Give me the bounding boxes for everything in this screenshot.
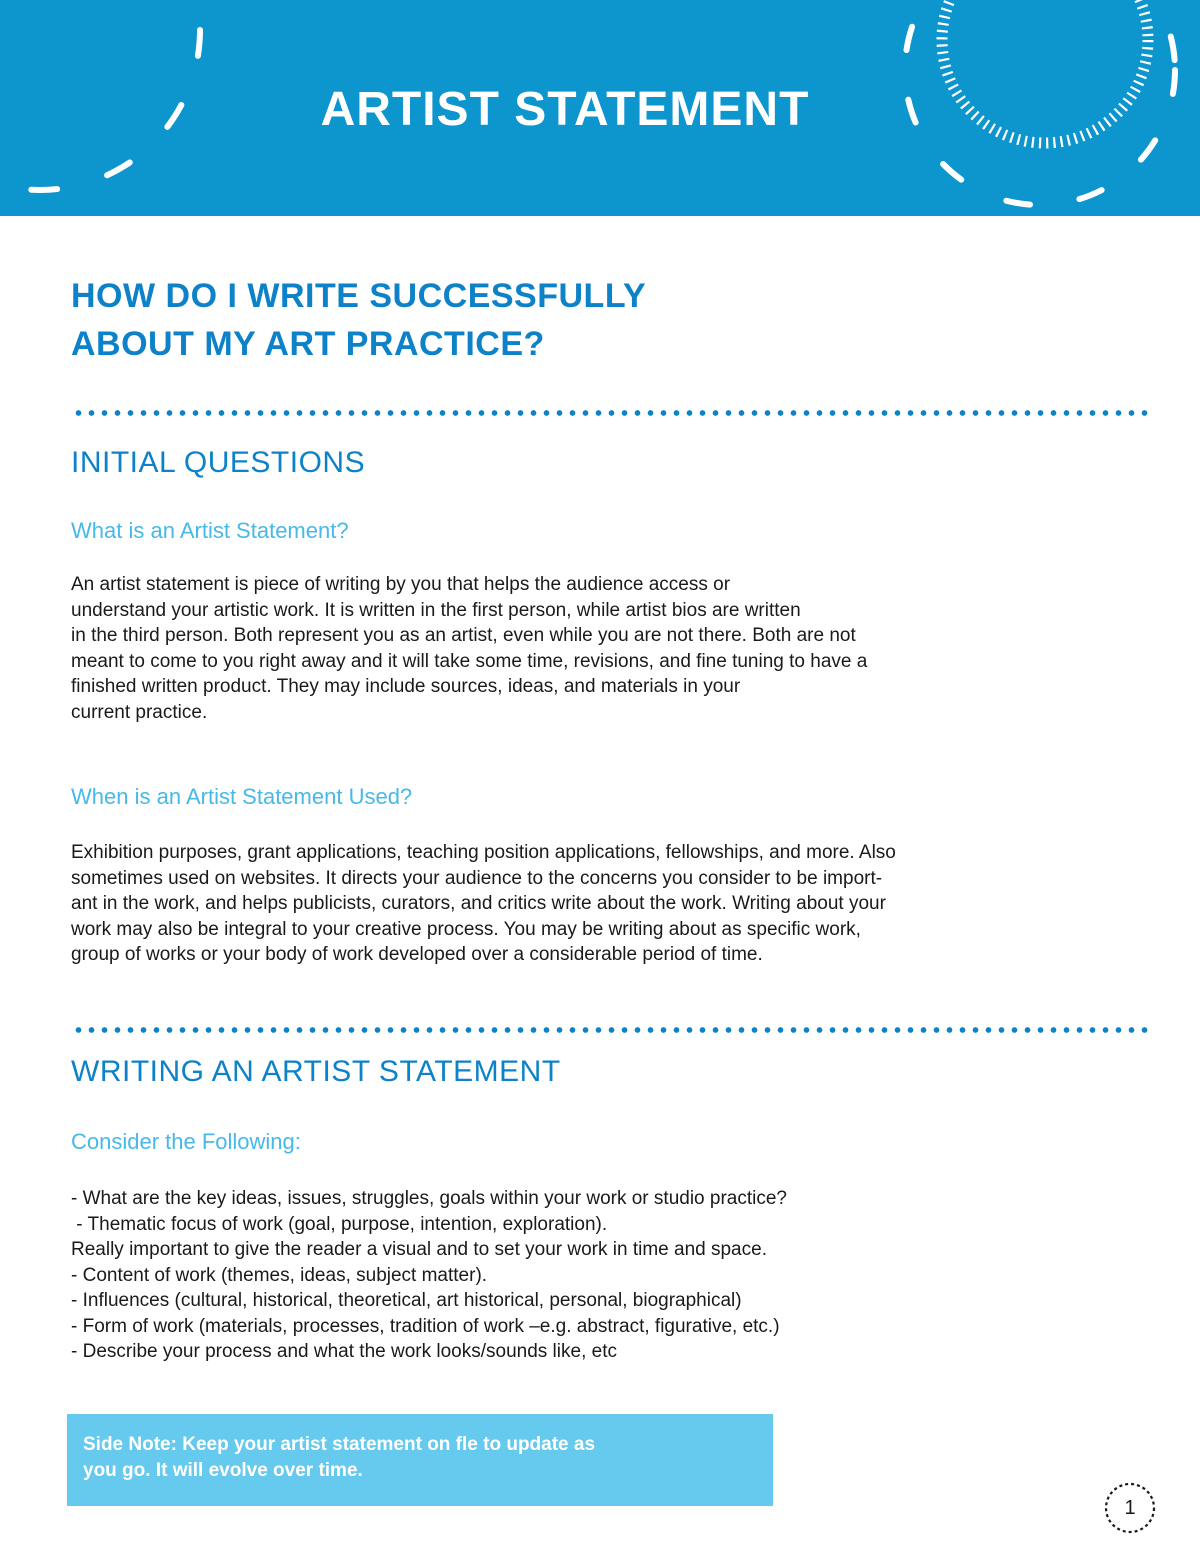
- list-item: - Form of work (materials, processes, tradition of work –e.g. abstract, figurative, etc.): [71, 1315, 780, 1337]
- side-note-text: Side Note: Keep your artist statement on fle to update as: [83, 1434, 596, 1455]
- text-line: An artist statement is piece of writing by you that helps the audience access or: [71, 574, 731, 595]
- list-item: - Content of work (themes, ideas, subject matter).: [71, 1264, 488, 1286]
- page-number-badge: [1103, 1481, 1157, 1535]
- page-title: [71, 272, 971, 368]
- header-banner: [0, 0, 1200, 216]
- text-line: group of works or your body of work developed over a considerable period of time.: [71, 944, 763, 965]
- text-line: Exhibition purposes, grant applications, teaching position applications, fellowships, and more. Also: [71, 842, 896, 863]
- page-title-line: HOW DO I WRITE SUCCESSFULLY: [71, 277, 647, 315]
- section-title-initial-questions: INITIAL QUESTIONS: [71, 446, 366, 479]
- list-item: Really important to give the reader a visual and to set your work in time and space.: [71, 1239, 767, 1260]
- page-number: 1: [1124, 1497, 1136, 1519]
- text-line: finished written product. They may include sources, ideas, and materials in your: [71, 676, 741, 697]
- side-note-box: [67, 1414, 773, 1506]
- paragraph-what-is: [71, 572, 1151, 725]
- text-line: current practice.: [71, 701, 208, 723]
- side-note-text: you go. It will evolve over time.: [83, 1459, 363, 1481]
- text-line: understand your artistic work. It is written in the first person, while artist bios are written: [71, 599, 801, 621]
- paragraph-when-used: [71, 840, 1151, 968]
- text-line: sometimes used on websites. It directs your audience to the concerns you consider to be import-: [71, 867, 883, 889]
- text-line: work may also be integral to your creative process. You may be writing about as specific work,: [71, 918, 861, 940]
- list-item: - Thematic focus of work (goal, purpose, intention, exploration).: [71, 1213, 608, 1235]
- page-title-line: ABOUT MY ART PRACTICE?: [71, 325, 545, 363]
- dotted-divider: [72, 409, 1152, 417]
- dotted-divider: [72, 1026, 1152, 1034]
- list-item: - Describe your process and what the work looks/sounds like, etc: [71, 1341, 617, 1362]
- section-title-writing: WRITING AN ARTIST STATEMENT: [71, 1055, 561, 1088]
- subsection-title-consider: Consider the Following:: [71, 1129, 301, 1154]
- banner-title: ARTIST STATEMENT: [320, 83, 810, 136]
- list-consider: [71, 1186, 1151, 1365]
- subsection-title-when-used: When is an Artist Statement Used?: [71, 784, 413, 809]
- text-line: in the third person. Both represent you as an artist, even while you are not there. Both are not: [71, 625, 856, 646]
- text-line: meant to come to you right away and it will take some time, revisions, and fine tuning to have a: [71, 650, 868, 672]
- subsection-title-what-is: What is an Artist Statement?: [71, 518, 349, 543]
- list-item: - Influences (cultural, historical, theoretical, art historical, personal, biographical): [71, 1290, 742, 1311]
- text-line: ant in the work, and helps publicists, curators, and critics write about the work. Writing about your: [71, 893, 886, 914]
- list-item: - What are the key ideas, issues, struggles, goals within your work or studio practice?: [71, 1188, 787, 1209]
